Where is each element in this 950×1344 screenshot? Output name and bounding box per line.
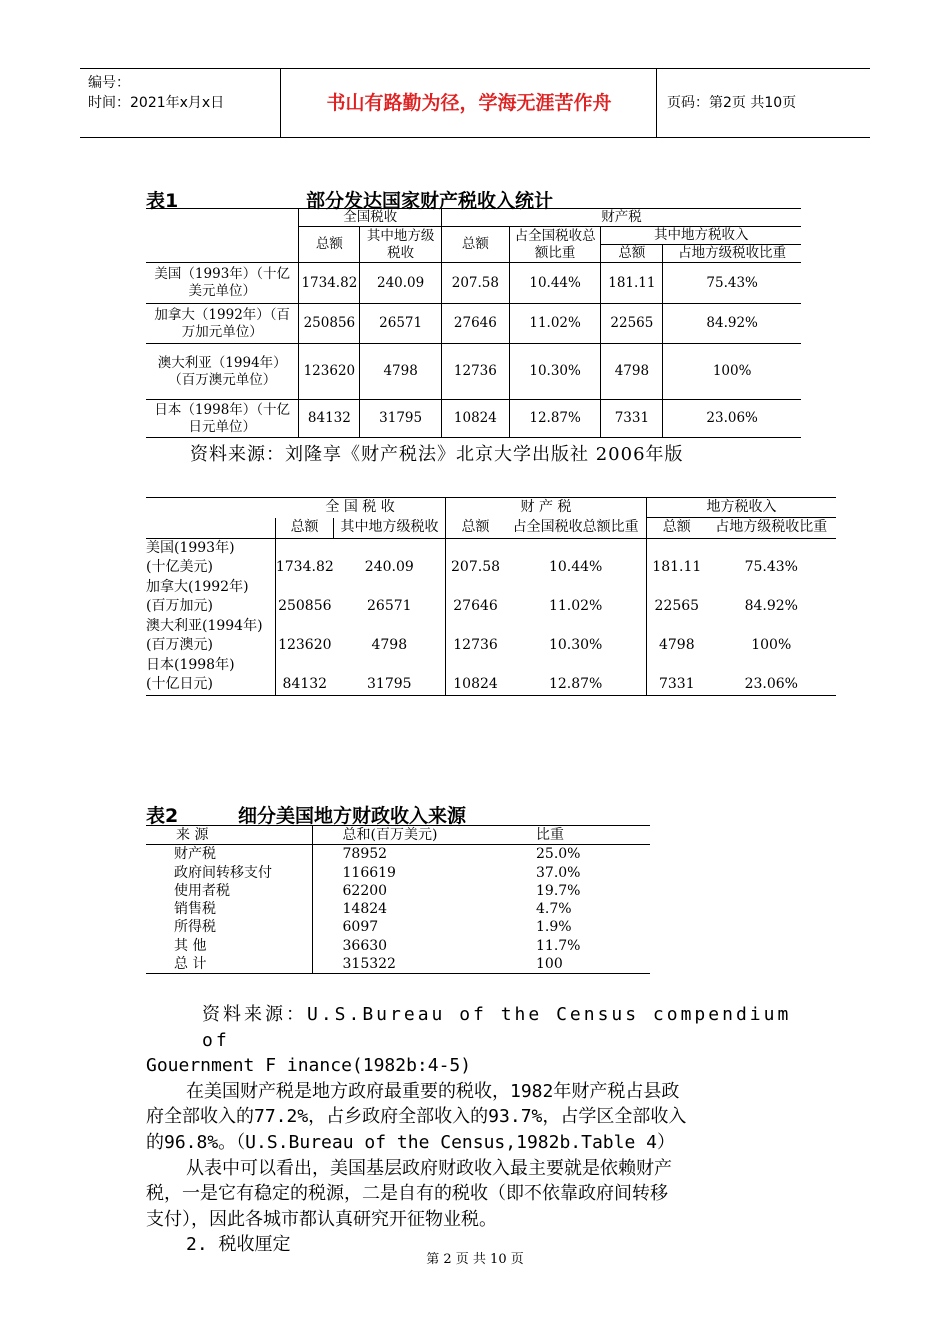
table-row	[146, 538, 836, 558]
table2-group-local: 地方税收入	[647, 497, 836, 518]
header-motto: 书山有路勤为径，学海无涯苦作舟	[282, 69, 657, 137]
value-cell: 100%	[751, 637, 792, 653]
table-row	[146, 636, 836, 656]
unit-cell: (十亿美元)	[146, 558, 275, 578]
value-cell: 7331	[601, 400, 663, 438]
section-heading: 2. 税收厘定	[186, 1234, 291, 1256]
table1-header-local-share: 占地方级税收比重	[663, 245, 801, 263]
table2-header-share-national: 占全国税收总额比重	[505, 518, 646, 539]
value-cell: 100%	[663, 344, 801, 400]
value-cell: 75.43%	[663, 263, 801, 304]
value-cell: 27646	[441, 304, 509, 344]
table2-corner	[146, 497, 275, 518]
value-cell: 4798	[658, 637, 695, 653]
value-cell: 31795	[360, 400, 442, 438]
time-label: 时间：2021年x月x日	[88, 95, 225, 111]
table2-header-local-share: 占地方级税收比重	[707, 518, 836, 539]
table2-top-rule	[146, 489, 836, 497]
table-row	[146, 558, 836, 578]
value-cell: 26571	[334, 597, 446, 617]
table-row	[146, 918, 650, 936]
value-cell: 240.09	[360, 263, 442, 304]
value-cell: 10.30%	[505, 636, 646, 656]
value-cell: 12736	[453, 637, 498, 653]
value-cell: 250856	[278, 598, 332, 614]
value-cell: 10.44%	[505, 558, 646, 578]
table-row	[146, 937, 650, 955]
value-cell: 22565	[601, 304, 663, 344]
value-cell: 116619	[342, 864, 396, 881]
table-row	[146, 617, 836, 637]
value-cell: 10824	[441, 400, 509, 438]
table3-header-source: 来 源	[146, 826, 312, 845]
source-cell: 政府间转移支付	[146, 864, 312, 882]
table-row	[146, 263, 801, 304]
source-cell: 其 他	[146, 937, 312, 955]
value-cell: 100	[536, 956, 563, 973]
value-cell: 84.92%	[744, 598, 798, 614]
table2-header-local-tax: 其中地方级税收	[334, 518, 446, 539]
value-cell: 123620	[278, 637, 332, 653]
unit-cell: (百万澳元)	[146, 636, 275, 656]
value-cell: 207.58	[451, 559, 501, 575]
country-cell: 加拿大（1992年）（百万加元单位）	[146, 304, 299, 344]
table1-group-national: 全国税收	[299, 209, 442, 227]
paragraph-1-line-2: 府全部收入的77.2%，占乡政府全部收入的93.7%，占学区全部收入	[146, 1106, 687, 1128]
unit-cell: (十亿日元)	[146, 675, 275, 695]
header-meta	[80, 69, 281, 137]
table1-header-local-tax: 其中地方级税收	[360, 227, 442, 263]
table2-header-local-total: 总额	[647, 518, 707, 539]
source-cell: 所得税	[146, 918, 312, 936]
value-cell: 36630	[342, 937, 388, 954]
value-cell: 22565	[654, 598, 700, 614]
table-row	[146, 578, 836, 598]
value-cell: 84132	[299, 400, 360, 438]
table1-header-total: 总额	[299, 227, 360, 263]
table3	[146, 825, 650, 974]
table-row	[146, 864, 650, 882]
table3-caption-title: 细分美国地方财政收入来源	[238, 805, 467, 827]
value-cell: 14824	[342, 901, 388, 918]
table1-header-total2: 总额	[441, 227, 509, 263]
table2-group-property: 财 产 税	[445, 497, 646, 518]
value-cell: 84132	[275, 675, 333, 695]
value-cell: 11.02%	[505, 597, 646, 617]
table1-corner	[146, 209, 299, 263]
paragraph-2-line-1: 从表中可以看出，美国基层政府财政收入最主要就是依赖财产	[186, 1157, 672, 1179]
paragraph-1-line-3: 的96.8%。（U.S.Bureau of the Census,1982b.Table 4）	[146, 1131, 675, 1153]
source-line-2: Gouernment F inance(1982b:4-5)	[146, 1055, 472, 1077]
value-cell: 4798	[360, 344, 442, 400]
value-cell: 23.06%	[707, 675, 836, 695]
value-cell: 7331	[647, 675, 707, 695]
value-cell: 27646	[453, 598, 498, 614]
table3-header-total: 总和(百万美元)	[342, 827, 438, 843]
country-cell: 美国(1993年)	[146, 538, 275, 558]
table-row	[146, 344, 801, 400]
country-cell: 澳大利亚（1994年）（百万澳元单位）	[146, 344, 299, 400]
value-cell: 4798	[334, 636, 446, 656]
paragraph-2-line-2: 税，一是它有稳定的税源，二是自有的税收（即不依靠政府间转移	[146, 1183, 668, 1205]
value-cell: 12.87%	[509, 400, 601, 438]
value-cell: 10.30%	[509, 344, 601, 400]
paragraph-2-line-3: 支付），因此各城市都认真研究开征物业税。	[146, 1208, 497, 1230]
value-cell: 1734.82	[299, 263, 360, 304]
header-page: 页码：第2页 共10页	[667, 95, 797, 111]
paragraph-1-line-1: 在美国财产税是地方政府最重要的税收，1982年财产税占县政	[186, 1080, 680, 1102]
value-cell: 181.11	[652, 559, 702, 575]
table2-group-national: 全 国 税 收	[275, 497, 445, 518]
source-cell: 使用者税	[146, 882, 312, 900]
value-cell: 123620	[299, 344, 360, 400]
value-cell: 11.02%	[509, 304, 601, 344]
table2-header-total: 总额	[275, 518, 333, 539]
table1-header-local-total: 总额	[601, 245, 663, 263]
country-cell: 澳大利亚(1994年)	[146, 617, 275, 637]
value-cell: 315322	[342, 956, 396, 973]
value-cell: 26571	[360, 304, 442, 344]
value-cell: 10.44%	[509, 263, 601, 304]
table2-corner-2	[146, 518, 275, 539]
country-cell: 日本（1998年）（十亿日元单位）	[146, 400, 299, 438]
table1-caption-number: 表1	[146, 190, 179, 212]
table-row	[146, 304, 801, 344]
value-cell: 19.7%	[536, 882, 581, 899]
country-cell: 美国（1993年）（十亿美元单位）	[146, 263, 299, 304]
value-cell: 25.0%	[536, 846, 581, 863]
table1	[146, 208, 801, 438]
unit-cell: (百万加元)	[146, 597, 275, 617]
value-cell: 1.9%	[536, 919, 572, 936]
table-row	[146, 400, 801, 438]
value-cell: 78952	[342, 846, 388, 863]
value-cell: 6097	[342, 919, 379, 936]
source-cell: 财产税	[146, 845, 312, 864]
table3-caption-number: 表2	[146, 805, 179, 827]
table-row	[146, 597, 836, 617]
table1-group-property: 财产税	[441, 209, 801, 227]
value-cell: 37.0%	[536, 864, 581, 881]
table-row	[146, 845, 650, 864]
table3-header-share: 比重	[536, 827, 564, 843]
value-cell: 84.92%	[663, 304, 801, 344]
source-cell: 销售税	[146, 900, 312, 918]
value-cell: 23.06%	[663, 400, 801, 438]
value-cell: 1734.82	[275, 559, 334, 575]
source-cell: 总 计	[146, 955, 312, 974]
table-row	[146, 955, 650, 974]
value-cell: 12.87%	[505, 675, 646, 695]
table-row	[146, 656, 836, 676]
value-cell: 4.7%	[536, 901, 572, 918]
value-cell: 207.58	[441, 263, 509, 304]
table1-group-local: 其中地方税收入	[601, 227, 801, 245]
table1-header-share-national: 占全国税收总额比重	[509, 227, 601, 263]
table-row	[146, 882, 650, 900]
country-cell: 日本(1998年)	[146, 656, 275, 676]
body-text	[146, 1002, 806, 1258]
value-cell: 250856	[299, 304, 360, 344]
value-cell: 11.7%	[536, 937, 581, 954]
value-cell: 12736	[441, 344, 509, 400]
value-cell: 10824	[445, 675, 505, 695]
table2	[146, 489, 836, 696]
value-cell: 240.09	[334, 558, 446, 578]
country-cell: 加拿大(1992年)	[146, 578, 275, 598]
table1-caption-title: 部分发达国家财产税收入统计	[306, 190, 554, 212]
table1-source: 资料来源：刘隆享《财产税法》北京大学出版社 2006年版	[190, 444, 684, 465]
table2-header-total2: 总额	[445, 518, 505, 539]
number-label: 编号：	[88, 75, 130, 91]
table-row	[146, 675, 836, 695]
source-line-1: 资料来源：U.S.Bureau of the Census compendium of	[202, 1004, 792, 1051]
page-header	[80, 68, 870, 138]
value-cell: 75.43%	[744, 559, 798, 575]
value-cell: 181.11	[601, 263, 663, 304]
value-cell: 4798	[601, 344, 663, 400]
value-cell: 31795	[334, 675, 446, 695]
table-row	[146, 900, 650, 918]
value-cell: 62200	[342, 882, 388, 899]
page-footer: 第 2 页 共 10 页	[426, 1252, 524, 1267]
